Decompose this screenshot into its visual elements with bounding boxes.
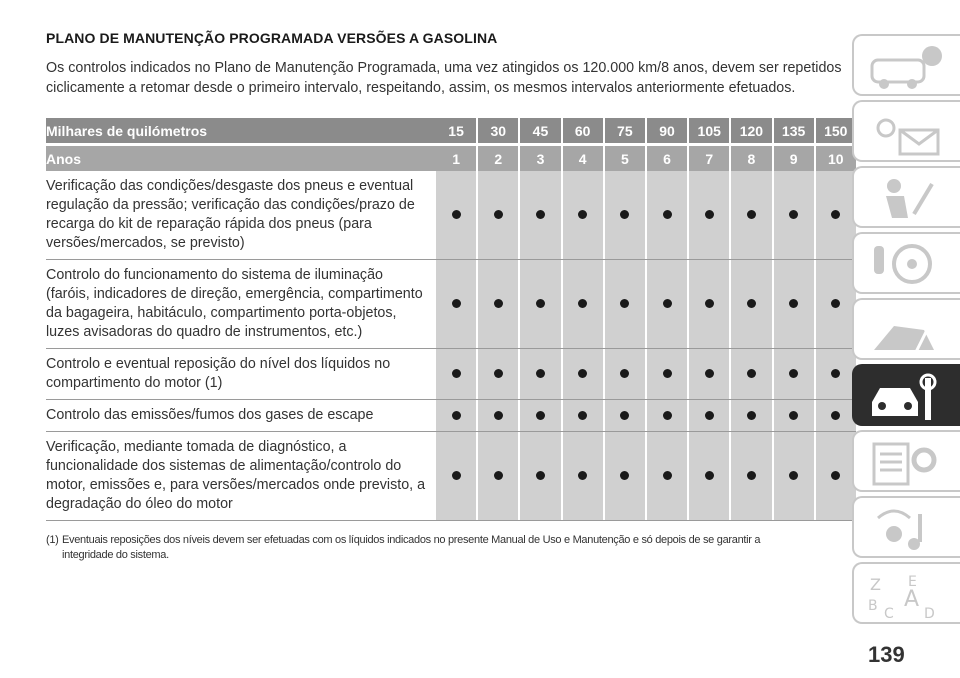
row-label: Controlo e eventual reposição do nível dos líquidos no compartimento do motor (1) [46, 349, 436, 400]
check-dot-icon [452, 210, 461, 219]
interval-cell [816, 400, 856, 432]
check-dot-icon [747, 369, 756, 378]
check-dot-icon [494, 411, 503, 420]
interval-cell [689, 400, 729, 432]
check-dot-icon [789, 411, 798, 420]
check-dot-icon [494, 369, 503, 378]
interval-cell [605, 432, 645, 521]
header-km-value: 120 [731, 118, 771, 143]
check-dot-icon [705, 411, 714, 420]
check-dot-icon [789, 369, 798, 378]
row-label: Verificação das condições/desgaste dos pneus e eventual regulação da pressão; verificação das condições/prazo de recarga do kit de reparação rápida dos pneus (para versões/mercados, se previsto) [46, 171, 436, 260]
header-years-value: 9 [774, 146, 814, 171]
header-km [46, 118, 856, 143]
check-dot-icon [494, 210, 503, 219]
svg-text:D: D [924, 606, 935, 620]
check-dot-icon [747, 411, 756, 420]
chapter-tab[interactable] [852, 364, 960, 426]
check-dot-icon [789, 210, 798, 219]
interval-cell [689, 349, 729, 400]
interval-cell [478, 349, 518, 400]
interval-cell [520, 260, 560, 349]
interval-cell [731, 432, 771, 521]
check-dot-icon [620, 299, 629, 308]
row-label: Controlo do funcionamento do sistema de iluminação (faróis, indicadores de direção, emergência, compartimento da bagageira, habitáculo, compartimento porta-objetos, luzes avisadoras do quadro de instrumentos, etc.) [46, 260, 436, 349]
header-years-value: 3 [520, 146, 560, 171]
footnote [46, 533, 816, 563]
interval-cell [689, 432, 729, 521]
chapter-tab[interactable] [852, 34, 960, 96]
interval-cell [563, 400, 603, 432]
chapter-sidebar [852, 0, 960, 678]
check-dot-icon [705, 210, 714, 219]
chapter-tab[interactable] [852, 496, 960, 558]
header-km-value: 150 [816, 118, 856, 143]
interval-cell [563, 432, 603, 521]
interval-cell [731, 400, 771, 432]
check-dot-icon [578, 411, 587, 420]
header-km-value: 60 [563, 118, 603, 143]
chapter-tab[interactable] [852, 232, 960, 294]
header-years-label: Anos [46, 146, 436, 171]
interval-cell [520, 349, 560, 400]
interval-cell [520, 400, 560, 432]
interval-cell [605, 171, 645, 260]
check-dot-icon [536, 210, 545, 219]
chapter-tab[interactable] [852, 562, 960, 624]
check-dot-icon [536, 299, 545, 308]
interval-cell [605, 260, 645, 349]
interval-cell [816, 260, 856, 349]
interval-cell [436, 349, 476, 400]
check-dot-icon [620, 369, 629, 378]
check-dot-icon [663, 299, 672, 308]
header-km-label: Milhares de quilómetros [46, 118, 436, 143]
interval-cell [436, 400, 476, 432]
check-dot-icon [494, 471, 503, 480]
maintenance-table [46, 118, 856, 521]
intro-paragraph: Os controlos indicados no Plano de Manutenção Programada, uma vez atingidos os 120.000 km/8 anos, devem ser repetidos ciclicamente a retomar desde o primeiro intervalo, respeitando, assim, os mesmos intervalos anteriormente efetuados. [46, 60, 842, 96]
interval-cell [647, 432, 687, 521]
check-dot-icon [578, 210, 587, 219]
svg-text:C: C [884, 606, 894, 620]
chapter-tab[interactable] [852, 430, 960, 492]
svg-text:Z: Z [870, 575, 881, 594]
header-km-value: 45 [520, 118, 560, 143]
interval-cell [478, 432, 518, 521]
interval-cell [731, 349, 771, 400]
svg-text:E: E [908, 574, 917, 590]
check-dot-icon [620, 210, 629, 219]
car-wrench-icon [864, 372, 944, 422]
steering-wheel-key-icon [864, 240, 944, 290]
interval-cell [816, 349, 856, 400]
interval-cell [478, 171, 518, 260]
interval-cell [520, 171, 560, 260]
interval-cell [731, 260, 771, 349]
interval-cell [816, 432, 856, 521]
header-km-value: 30 [478, 118, 518, 143]
multimedia-icon [864, 504, 944, 554]
table-row [46, 260, 856, 349]
check-dot-icon [831, 299, 840, 308]
table-row [46, 171, 856, 260]
page-number: 139 [868, 642, 905, 667]
svg-text:A: A [904, 587, 920, 612]
check-dot-icon [831, 411, 840, 420]
check-dot-icon [789, 471, 798, 480]
header-years-value: 1 [436, 146, 476, 171]
check-dot-icon [663, 411, 672, 420]
interval-cell [774, 400, 814, 432]
check-dot-icon [831, 471, 840, 480]
header-km-value: 90 [647, 118, 687, 143]
interval-cell [563, 171, 603, 260]
check-dot-icon [452, 411, 461, 420]
check-dot-icon [536, 369, 545, 378]
warning-lights-icon [864, 108, 944, 158]
specs-gear-icon [864, 438, 944, 488]
interval-cell [731, 171, 771, 260]
chapter-tab[interactable] [852, 100, 960, 162]
interval-cell [478, 260, 518, 349]
check-dot-icon [705, 369, 714, 378]
chapter-tab[interactable] [852, 166, 960, 228]
interval-cell [816, 171, 856, 260]
check-dot-icon [705, 471, 714, 480]
seat-airbag-icon [864, 174, 944, 224]
interval-cell [520, 432, 560, 521]
header-km-value: 135 [774, 118, 814, 143]
header-km-value: 105 [689, 118, 729, 143]
row-label: Controlo das emissões/fumos dos gases de escape [46, 400, 436, 432]
table-row [46, 400, 856, 432]
emergency-triangle-icon [864, 306, 944, 356]
check-dot-icon [663, 369, 672, 378]
check-dot-icon [663, 471, 672, 480]
interval-cell [563, 260, 603, 349]
check-dot-icon [578, 369, 587, 378]
interval-cell [436, 260, 476, 349]
check-dot-icon [747, 471, 756, 480]
footnote-text-cont: integridade do sistema. [62, 549, 169, 561]
header-years-value: 4 [563, 146, 603, 171]
interval-cell [647, 400, 687, 432]
chapter-tab[interactable] [852, 298, 960, 360]
check-dot-icon [578, 299, 587, 308]
interval-cell [647, 260, 687, 349]
table-row [46, 432, 856, 521]
check-dot-icon [536, 471, 545, 480]
check-dot-icon [452, 369, 461, 378]
header-years-value: 2 [478, 146, 518, 171]
header-years-value: 8 [731, 146, 771, 171]
check-dot-icon [747, 299, 756, 308]
table-row [46, 349, 856, 400]
check-dot-icon [663, 210, 672, 219]
interval-cell [563, 349, 603, 400]
check-dot-icon [578, 471, 587, 480]
footnote-marker: (1) [46, 534, 59, 546]
footnote-text: Eventuais reposições dos níveis devem ser efetuadas com os líquidos indicados no presente Manual de Uso e Manutenção e só depois de se garantir a [62, 534, 761, 546]
interval-cell [774, 349, 814, 400]
check-dot-icon [789, 299, 798, 308]
interval-cell [478, 400, 518, 432]
car-info-icon [864, 42, 944, 92]
header-years-value: 7 [689, 146, 729, 171]
check-dot-icon [452, 299, 461, 308]
interval-cell [774, 171, 814, 260]
header-years-value: 5 [605, 146, 645, 171]
interval-cell [774, 432, 814, 521]
check-dot-icon [494, 299, 503, 308]
check-dot-icon [705, 299, 714, 308]
row-label: Verificação, mediante tomada de diagnóstico, a funcionalidade dos sistemas de alimentação/controlo do motor, emissões e, para versões/mercados onde previsto, a degradação do óleo do motor [46, 432, 436, 521]
header-years-value: 6 [647, 146, 687, 171]
check-dot-icon [620, 411, 629, 420]
check-dot-icon [536, 411, 545, 420]
header-km-value: 15 [436, 118, 476, 143]
interval-cell [605, 349, 645, 400]
alphabetical-index-icon [864, 570, 944, 620]
interval-cell [689, 260, 729, 349]
interval-cell [689, 171, 729, 260]
header-years [46, 146, 856, 171]
svg-text:B: B [868, 598, 878, 614]
check-dot-icon [831, 210, 840, 219]
interval-cell [436, 171, 476, 260]
interval-cell [436, 432, 476, 521]
interval-cell [647, 171, 687, 260]
interval-cell [647, 349, 687, 400]
header-km-value: 75 [605, 118, 645, 143]
interval-cell [605, 400, 645, 432]
header-years-value: 10 [816, 146, 856, 171]
check-dot-icon [452, 471, 461, 480]
check-dot-icon [831, 369, 840, 378]
check-dot-icon [747, 210, 756, 219]
check-dot-icon [620, 471, 629, 480]
page-title: PLANO DE MANUTENÇÃO PROGRAMADA VERSÕES A GASOLINA [46, 30, 498, 46]
interval-cell [774, 260, 814, 349]
